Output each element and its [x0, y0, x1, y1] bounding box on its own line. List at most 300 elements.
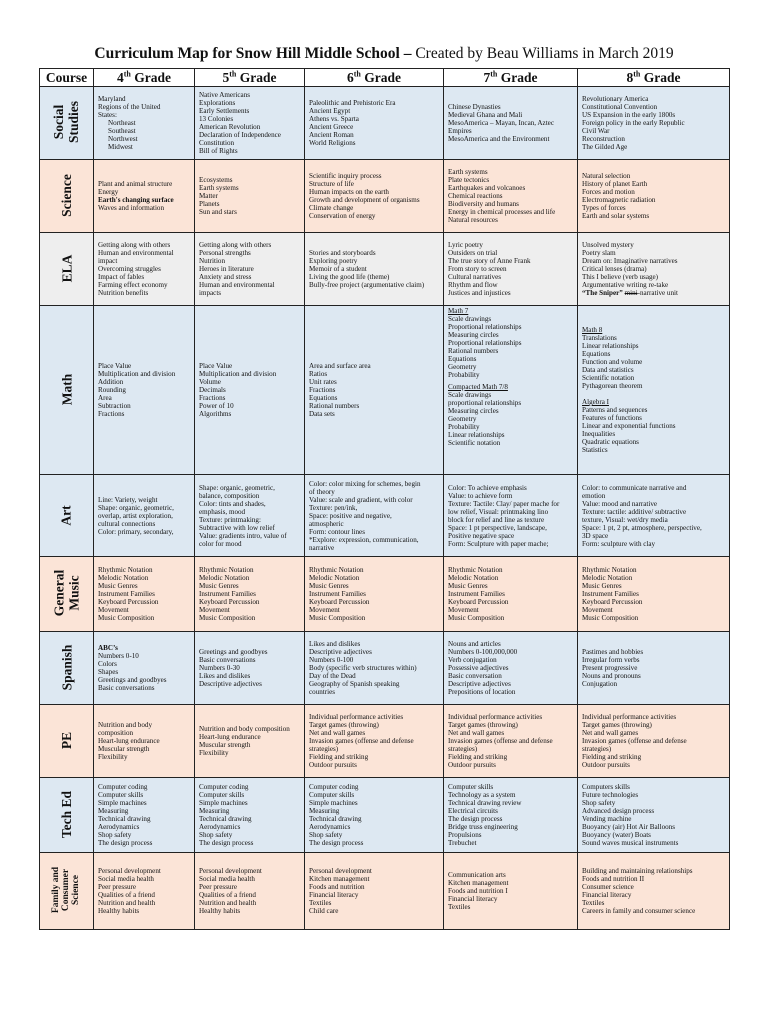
- list-item: Personal development: [309, 867, 372, 875]
- list-item: Music Genres: [309, 582, 349, 590]
- list-item: Getting along with others: [199, 241, 272, 249]
- list-item: Instrument Families: [309, 590, 366, 598]
- grade-word: Grade: [640, 70, 681, 85]
- list-item: Electromagnetic radiation: [582, 196, 656, 204]
- cell-g4: [94, 475, 195, 557]
- course-cell: [40, 778, 94, 853]
- list-item: Melodic Notation: [98, 574, 149, 582]
- course-label-line: Math: [59, 373, 74, 406]
- cell-g8: [578, 632, 730, 705]
- list-item: The design process: [98, 839, 153, 847]
- row-art: [40, 475, 730, 557]
- course-label-line: Art: [59, 504, 74, 526]
- list-item: Melodic Notation: [199, 574, 250, 582]
- cell-g8: [578, 233, 730, 306]
- list-item: Geometry: [448, 363, 477, 371]
- grade-num: 5: [222, 70, 230, 85]
- list-item: Plate tectonics: [448, 176, 490, 184]
- list-item: Simple machines: [309, 799, 358, 807]
- list-item: texture, Visual: wet/dry media: [582, 515, 668, 524]
- list-item: Statistics: [582, 446, 608, 454]
- list-item: Bill of Rights: [199, 147, 238, 155]
- list-item: Instrument Families: [448, 590, 505, 598]
- grade-num: 4: [117, 70, 124, 85]
- list-item: Nutrition and body: [98, 721, 152, 729]
- list-item: Place Value: [98, 362, 132, 370]
- list-item: Healthy habits: [199, 907, 241, 915]
- list-item: Early Settlements: [199, 107, 250, 115]
- list-item: Simple machines: [199, 799, 248, 807]
- list-item: Human impacts on the earth: [309, 188, 389, 196]
- list-item: impacts: [199, 289, 222, 297]
- cell-g8: [578, 475, 730, 557]
- list-item: The design process: [448, 815, 503, 823]
- list-item: Present progressive: [582, 664, 638, 672]
- list-item: Qualities of a friend: [98, 891, 155, 899]
- list-item: Colors: [98, 660, 117, 668]
- list-item: Northeast: [108, 119, 136, 127]
- list-item: Positive negative space: [448, 531, 515, 540]
- cell-g4: [94, 778, 195, 853]
- list-item: Nutrition benefits: [98, 289, 149, 297]
- list-item: Subtractive with low relief: [199, 523, 275, 532]
- cell-g5: [195, 853, 305, 930]
- cell-g8: [578, 160, 730, 233]
- list-item: Place Value: [199, 362, 233, 370]
- list-item: Value: to achieve form: [448, 491, 513, 500]
- header-row: [40, 69, 730, 87]
- list-item: Cultural narratives: [448, 273, 501, 281]
- course-label: [52, 101, 82, 143]
- list-item: Space: 1 pt, 2 pt, atmosphere, perspective,: [582, 523, 702, 532]
- list-item: MesoAmerica and the Environment: [448, 135, 550, 143]
- list-item: Area and surface area: [309, 362, 371, 370]
- list-item: Consumer science: [582, 883, 634, 891]
- list-item: Explorations: [199, 99, 236, 107]
- list-item: Form: Sculpture with paper mache;: [448, 539, 549, 548]
- cell-g8: [578, 778, 730, 853]
- list-item: Muscular strength: [199, 741, 251, 749]
- list-item: Features of functions: [582, 414, 642, 422]
- course-label-line: General: [51, 569, 67, 617]
- list-item: Equations: [309, 394, 338, 402]
- row-social-studies: [40, 87, 730, 160]
- list-item: composition: [98, 729, 134, 737]
- list-item: Foreign policy in the early Republic: [582, 119, 685, 127]
- list-item: Ecosystems: [199, 176, 233, 184]
- list-item: Vending machine: [582, 815, 632, 823]
- list-item: Basic conversations: [98, 684, 155, 692]
- cell-g7: [444, 475, 578, 557]
- list-item: Addition: [98, 378, 124, 386]
- grade-num: 7: [483, 70, 491, 85]
- list-item: Climate change: [309, 204, 354, 212]
- list-item: Flexibility: [199, 749, 229, 757]
- course-label: [59, 174, 74, 217]
- row-ela: [40, 233, 730, 306]
- list-item: Earth and solar systems: [582, 212, 650, 220]
- list-item: Target games (throwing): [309, 721, 379, 729]
- list-item: Technical drawing review: [448, 799, 522, 807]
- list-item: Computers skills: [582, 783, 630, 791]
- course-label-line: Music: [66, 575, 82, 611]
- list-item: Music Genres: [448, 582, 488, 590]
- list-item: Overcoming struggles: [98, 265, 161, 273]
- list-item: Flexibility: [98, 753, 128, 761]
- list-item: Computer coding: [309, 783, 359, 791]
- math7-list: [448, 315, 575, 379]
- course-label: [52, 570, 82, 617]
- list-item: Nouns and pronouns: [582, 672, 641, 680]
- list-item: Numbers 0-100,000,000: [448, 648, 518, 656]
- list-item: Sun and stars: [199, 208, 237, 216]
- list-item: Descriptive adjectives: [199, 680, 262, 688]
- list-item: Measuring circles: [448, 331, 499, 339]
- list-item: Chinese Dynasties: [448, 103, 501, 111]
- list-item: Technical drawing: [309, 815, 362, 823]
- list-item: Empires: [448, 127, 472, 135]
- list-item: 13 Colonies: [199, 115, 234, 123]
- course-cell: [40, 87, 94, 160]
- list-item: Rhythmic Notation: [448, 566, 503, 574]
- list-item: Ancient Greece: [309, 123, 354, 131]
- list-item: Shapes: [98, 668, 119, 676]
- list-item: Personal development: [199, 867, 262, 875]
- list-item: Earth systems: [199, 184, 239, 192]
- list-item: Texture: Tactile: Clay/ paper mache for: [448, 499, 560, 508]
- list-item: Rhythmic Notation: [309, 566, 364, 574]
- list-item: From story to screen: [448, 265, 507, 273]
- list-item: Future technologies: [582, 791, 639, 799]
- list-item: Individual performance activities: [582, 713, 677, 721]
- cell-g4: [94, 705, 195, 778]
- list-item: Pastimes and hobbies: [582, 648, 644, 656]
- header-course-label: Course: [45, 70, 88, 85]
- list-item: Outdoor pursuits: [448, 761, 496, 769]
- list-item: Outsiders on trial: [448, 249, 498, 257]
- list-item: Ancient Egypt: [309, 107, 351, 115]
- list-item: Computer coding: [98, 783, 148, 791]
- list-item: Possessive adjectives: [448, 664, 509, 672]
- list-item: Data sets: [309, 410, 335, 418]
- list-item: cultural connections: [98, 519, 156, 528]
- list-item: Keyboard Percussion: [199, 598, 260, 606]
- list-item: Nutrition and health: [199, 899, 257, 907]
- list-item: Scientific notation: [582, 374, 635, 382]
- list-item: Net and wall games: [448, 729, 505, 737]
- course-cell: [40, 705, 94, 778]
- list-item: Earth systems: [448, 168, 488, 176]
- list-item: Melodic Notation: [448, 574, 499, 582]
- list-item: Computer skills: [448, 783, 494, 791]
- list-item: Fractions: [309, 386, 336, 394]
- spanish-g4-list: [98, 652, 192, 692]
- list-item: Nutrition: [199, 257, 226, 265]
- cell-g6: [305, 160, 444, 233]
- list-item: Lyric poetry: [448, 241, 483, 249]
- list-item: Ratios: [309, 370, 328, 378]
- list-item: Basic conversation: [448, 672, 502, 680]
- list-item: 3D space: [582, 531, 609, 540]
- list-item: Human and environmental: [98, 249, 174, 257]
- list-item: Likes and dislikes: [309, 640, 361, 648]
- course-cell: [40, 233, 94, 306]
- list-item: Greetings and goodbyes: [98, 676, 167, 684]
- list-item: Keyboard Percussion: [448, 598, 509, 606]
- list-item: Proportional relationships: [448, 339, 522, 347]
- list-item: Net and wall games: [582, 729, 639, 737]
- list-item: Multiplication and division: [199, 370, 277, 378]
- list-item: Form: contour lines: [309, 527, 365, 536]
- list-item: Energy: [98, 188, 119, 196]
- list-item: Linear and exponential functions: [582, 422, 676, 430]
- list-item: Muscular strength: [98, 745, 150, 753]
- cell-g6: [305, 557, 444, 632]
- list-item: Qualities of a friend: [199, 891, 256, 899]
- list-item: Texture: tactile: additive/ subtractive: [582, 507, 687, 516]
- list-item: Music Genres: [199, 582, 239, 590]
- cell-g7: [444, 306, 578, 475]
- list-item: Color: primary, secondary,: [98, 527, 174, 536]
- list-item: Likes and dislikes: [199, 672, 251, 680]
- list-item: Space: 1 pt perspective, landscape,: [448, 523, 547, 532]
- list-item: Verb conjugation: [448, 656, 497, 664]
- list-item: Technical drawing: [199, 815, 252, 823]
- list-item: Shop safety: [199, 831, 233, 839]
- compacted-math-heading: Compacted Math 7/8: [448, 383, 508, 391]
- list-item: Nutrition and body composition: [199, 725, 290, 733]
- list-item: Equations: [582, 350, 611, 358]
- list-item: Computer skills: [199, 791, 245, 799]
- cell-g6: [305, 233, 444, 306]
- list-item: narrative: [309, 543, 335, 552]
- list-item: Dream on: Imaginative narratives: [582, 257, 678, 265]
- list-item: Outdoor pursuits: [309, 761, 357, 769]
- algebra-heading: Algebra I: [582, 398, 609, 406]
- course-label-line: Spanish: [58, 644, 74, 691]
- list-item: Natural resources: [448, 216, 498, 224]
- list-item: Keyboard Percussion: [309, 598, 370, 606]
- cell-g7: [444, 632, 578, 705]
- list-item: Buoyancy (air) Hot Air Balloons: [582, 823, 675, 831]
- list-item: Foods and nutrition II: [582, 875, 645, 883]
- list-item: Peer pressure: [199, 883, 238, 891]
- list-item: Power of 10: [199, 402, 234, 410]
- list-item: Fractions: [199, 394, 226, 402]
- list-item: Value: gradients intro, value of: [199, 531, 287, 540]
- list-item: Earth's changing surface: [98, 196, 174, 204]
- course-label-line: Science: [59, 174, 74, 217]
- list-item: Invasion games (offense and defense: [309, 737, 414, 745]
- list-item: Kitchen management: [448, 879, 509, 887]
- list-item: Plant and animal structure: [98, 180, 173, 188]
- list-item: Quadratic equations: [582, 438, 639, 446]
- list-item: color for mood: [199, 539, 242, 548]
- list-item: Nouns and articles: [448, 640, 501, 648]
- list-item: Aerodynamics: [98, 823, 140, 831]
- list-item: Form: sculpture with clay: [582, 539, 656, 548]
- list-item: Energy in chemical processes and life: [448, 208, 556, 216]
- list-item: Movement: [582, 606, 613, 614]
- cell-g5: [195, 557, 305, 632]
- cell-g5: [195, 233, 305, 306]
- cell-g8: [578, 853, 730, 930]
- list-item: Social media health: [98, 875, 154, 883]
- list-item: Rhythmic Notation: [199, 566, 254, 574]
- list-item: Music Genres: [582, 582, 622, 590]
- course-label-line: PE: [58, 731, 74, 750]
- list-item: *Explore: expression, communication,: [309, 535, 419, 544]
- list-item: Value: mood and narrative: [582, 499, 658, 508]
- list-item: Human and environmental: [199, 281, 275, 289]
- list-item: Shape: organic, geometric,: [98, 503, 174, 512]
- list-item: Equations: [448, 355, 477, 363]
- course-label: [59, 505, 74, 525]
- list-item: Simple machines: [98, 799, 147, 807]
- course-label-line: ELA: [58, 254, 74, 283]
- list-item: Child care: [309, 907, 339, 915]
- grade-word: Grade: [497, 70, 538, 85]
- list-item: Inequalities: [582, 430, 616, 438]
- list-item: Color: To achieve emphasis: [448, 483, 527, 492]
- header-grade-4: [94, 69, 195, 87]
- list-item: Fielding and striking: [309, 753, 369, 761]
- row-family-consumer-science: [40, 853, 730, 930]
- algebra-list: [582, 406, 727, 454]
- list-item: Propulsions: [448, 831, 482, 839]
- list-item: Shop safety: [309, 831, 343, 839]
- list-item: Measuring: [309, 807, 340, 815]
- list-item: Natural selection: [582, 172, 631, 180]
- abc-item: ABC’s: [98, 644, 118, 652]
- list-item: Movement: [199, 606, 230, 614]
- list-item: Regions of the United: [98, 103, 161, 111]
- cell-g4: [94, 632, 195, 705]
- list-item: Constitutional Convention: [582, 103, 658, 111]
- list-item: Irregular form verbs: [582, 656, 640, 664]
- list-item: Basic conversations: [199, 656, 256, 664]
- list-item: Technical drawing: [98, 815, 151, 823]
- course-cell: [40, 475, 94, 557]
- list-item: Fractions: [98, 410, 125, 418]
- cell-g6: [305, 87, 444, 160]
- course-label-line: Family and: [51, 866, 62, 914]
- list-item: Music Genres: [98, 582, 138, 590]
- list-item: Heart-lung endurance: [98, 737, 160, 745]
- list-item: Aerodynamics: [309, 823, 351, 831]
- row-spanish: [40, 632, 730, 705]
- header-course: [40, 69, 94, 87]
- course-cell: [40, 160, 94, 233]
- cell-g5: [195, 87, 305, 160]
- list-item: American Revolution: [199, 123, 261, 131]
- list-item: low relief, Visual: printmaking lino: [448, 507, 549, 516]
- course-cell: [40, 853, 94, 930]
- list-item: Prepositions of location: [448, 688, 516, 696]
- list-item: Sound waves musical instruments: [582, 839, 679, 847]
- list-item: Instrument Families: [199, 590, 256, 598]
- list-item: Living the good life (theme): [309, 273, 390, 281]
- cell-g4: [94, 853, 195, 930]
- list-item: Color: to communicate narrative and: [582, 483, 687, 492]
- list-item: History of planet Earth: [582, 180, 648, 188]
- cell-g4: [94, 557, 195, 632]
- cell-g5: [195, 778, 305, 853]
- list-item: Kitchen management: [309, 875, 370, 883]
- list-item: Computer skills: [309, 791, 355, 799]
- cell-g8: [578, 705, 730, 778]
- header-grade-6: [305, 69, 444, 87]
- list-item: Bully-free project (argumentative claim): [309, 281, 425, 289]
- cell-g6: [305, 632, 444, 705]
- list-item: Movement: [448, 606, 479, 614]
- list-item: strategies): [309, 745, 339, 753]
- list-item: Linear relationships: [582, 342, 639, 350]
- list-item: Paleolithic and Prehistoric Era: [309, 99, 396, 107]
- list-item: Keyboard Percussion: [98, 598, 159, 606]
- list-item: Outdoor pursuits: [582, 761, 630, 769]
- list-item: Scale drawings: [448, 315, 492, 323]
- list-item: Scale drawings: [448, 391, 492, 399]
- list-item: Computer skills: [98, 791, 144, 799]
- header-grade-7: [444, 69, 578, 87]
- list-item: Shop safety: [98, 831, 132, 839]
- title-rest: Created by Beau Williams in March 2019: [415, 45, 674, 62]
- list-item: This I believe (verb usage): [582, 273, 659, 281]
- list-item: Social media health: [199, 875, 255, 883]
- list-item: Poetry slam: [582, 249, 616, 257]
- list-item: Line: Variety, weight: [98, 495, 158, 504]
- list-item: Critical lenses (drama): [582, 265, 647, 273]
- list-item: Pythagorean theorem: [582, 382, 643, 390]
- cell-g7: [444, 705, 578, 778]
- list-item: Reconstruction: [582, 135, 625, 143]
- list-item: Texture: printmaking:: [199, 515, 261, 524]
- list-item: Heroes in literature: [199, 265, 254, 273]
- grade-word: Grade: [360, 70, 401, 85]
- grade-num: 6: [347, 70, 354, 85]
- cell-g8: [578, 306, 730, 475]
- cell-g5: [195, 632, 305, 705]
- list-item: Healthy habits: [98, 907, 140, 915]
- list-item: Conservation of energy: [309, 212, 376, 220]
- list-item: Numbers 0-10: [98, 652, 139, 660]
- list-item: overlap, artist exploration,: [98, 511, 173, 520]
- list-item: Data and statistics: [582, 366, 634, 374]
- curriculum-table: [39, 68, 730, 930]
- list-item: Rational numbers: [309, 402, 360, 410]
- course-label: [59, 645, 74, 691]
- cell-g5: [195, 705, 305, 778]
- course-label-line: Tech Ed: [59, 790, 74, 839]
- list-item: US Expansion in the early 1800s: [582, 111, 676, 119]
- sniper-title: “The Sniper”: [582, 289, 623, 297]
- list-item: Music Composition: [582, 614, 639, 622]
- list-item: Chemical reactions: [448, 192, 503, 200]
- list-item: Heart-lung endurance: [199, 733, 261, 741]
- spacer: [582, 390, 727, 398]
- list-item: Fielding and striking: [582, 753, 642, 761]
- list-item: Melodic Notation: [582, 574, 633, 582]
- cell-g6: [305, 306, 444, 475]
- list-item: Biodiversity and humans: [448, 200, 519, 208]
- list-item: Buoyancy (water) Boats: [582, 831, 651, 839]
- grade-sup: th: [633, 69, 641, 79]
- list-item: atmospheric: [309, 519, 344, 528]
- list-item: Individual performance activities: [448, 713, 543, 721]
- list-item: Shop safety: [582, 799, 616, 807]
- list-item: Unit rates: [309, 378, 337, 386]
